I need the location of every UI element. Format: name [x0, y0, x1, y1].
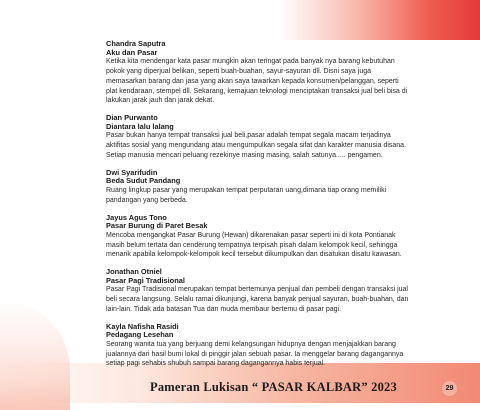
- artwork-title: Aku dan Pasar: [106, 47, 158, 57]
- entry-jayus-agus-tono: [106, 214, 462, 261]
- description-line: Seorang wanita tua yang berjuang demi kelangsungan hidupnya dengan menjajakkan barang: [106, 340, 396, 348]
- description-line: jualannya dari hasil bumi lokal di pinggir jalan sebuah pasar. Ia menggelar barang dagangannya: [106, 350, 404, 358]
- artwork-title: Beda Sudut Pandang: [106, 176, 181, 186]
- artist-statements: [106, 40, 462, 377]
- entry-jonathan-otniel: [106, 268, 462, 315]
- description-line: beli secara langsung. Selalu ramai dikunjungi, karena banyak penjual sayuran, buah-buahan, dan: [106, 296, 409, 304]
- artwork-title: Diantara lalu lalang: [106, 121, 174, 131]
- description-line: plat kendaraan, stempel dll. Sekarang, kemajuan teknologi menciptakan transaksi jual beli bisa di: [106, 87, 408, 95]
- description-line: aktifitas sosial yang mengundang atau mengumpulkan segala sifat dan karakter manusia disana.: [106, 142, 407, 150]
- artwork-description: [106, 186, 462, 206]
- description-line: Ruang lingkup pasar yang merupakan tempat perputaran uang,dimana tiap orang memiliki: [106, 186, 387, 194]
- description-line: setiap pagi sehabis shubuh sampai barang dagangannya habis terjual.: [106, 360, 326, 368]
- decorative-swoosh: [0, 300, 70, 410]
- description-line: lakukan jarak jauh dan jarak dekat.: [106, 97, 215, 105]
- artist-name: Chandra Saputra: [106, 39, 166, 48]
- description-line: Ketika kita mendengar kata pasar mungkin akan teringat pada banyak nya barang kebutuhan: [106, 58, 395, 66]
- description-line: memasarkan barang dan jasa yang akan saya tawarkan kepada konsumen/pelanggan, seperti: [106, 77, 399, 85]
- artwork-description: [106, 131, 462, 160]
- artist-name: Dwi Syarifudin: [106, 167, 158, 177]
- entry-kayla-nafisha-rasidi: [106, 323, 462, 370]
- description-line: pokok yang diperjual belikan, seperti buah-buahan, sayur-sayuran dll. Disni saya juga: [106, 67, 371, 75]
- artwork-description: [106, 231, 462, 260]
- description-line: Pasar Pagi Tradisional merupakan tempat bertemunya penjual dan pembeli dengan transaksi jual: [106, 286, 408, 294]
- description-line: masih belum tertata dan cenderung tempatnya terpisah pisah dalam kelompok kecil, sehingga: [106, 241, 398, 249]
- description-line: lain-lain. Tidak ada batasan Tua dan muda membaur bertemu di pasar pagi.: [106, 305, 342, 313]
- artist-name: Dian Purwanto: [106, 113, 158, 123]
- artwork-description: [106, 57, 462, 106]
- artist-name: Kayla Nafisha Rasidi: [106, 321, 179, 331]
- entry-dwi-syarifudin: [106, 169, 462, 206]
- artist-name: Jayus Agus Tono: [106, 212, 167, 222]
- artist-name: Jonathan Otniel: [106, 267, 162, 277]
- artwork-title: Pedagang Lesehan: [106, 330, 174, 340]
- description-line: Setiap manusia mencari peluang rezekinye masing masing, salah satunya..... pengamen.: [106, 151, 383, 159]
- artwork-description: [106, 340, 462, 369]
- exhibition-title: Pameran Lukisan “ PASAR KALBAR” 2023: [150, 380, 397, 394]
- decorative-gradient-top: [280, 0, 480, 40]
- description-line: Mencoba mengangkat Pasar Burung (Hewan) dikarenakan pasar seperti ini di kota Pontianak: [106, 231, 396, 239]
- entry-dian-purwanto: [106, 114, 462, 161]
- description-line: Pasar bukan hanya tempat transaksi jual beli,pasar adalah tempat segala macam terjadinya: [106, 132, 391, 140]
- artwork-title: Pasar Burung di Paret Besak: [106, 221, 208, 231]
- artwork-description: [106, 285, 462, 314]
- description-line: menarik apabila kelompok-kelompok kecil tersebut dikumpulkan dan disatukan disatu kawasan.: [106, 251, 402, 259]
- page-number: 29: [442, 381, 457, 396]
- entry-chandra-saputra: [106, 40, 462, 106]
- description-line: pandangan yang berbeda.: [106, 196, 188, 204]
- artwork-title: Pasar Pagi Tradisional: [106, 275, 185, 285]
